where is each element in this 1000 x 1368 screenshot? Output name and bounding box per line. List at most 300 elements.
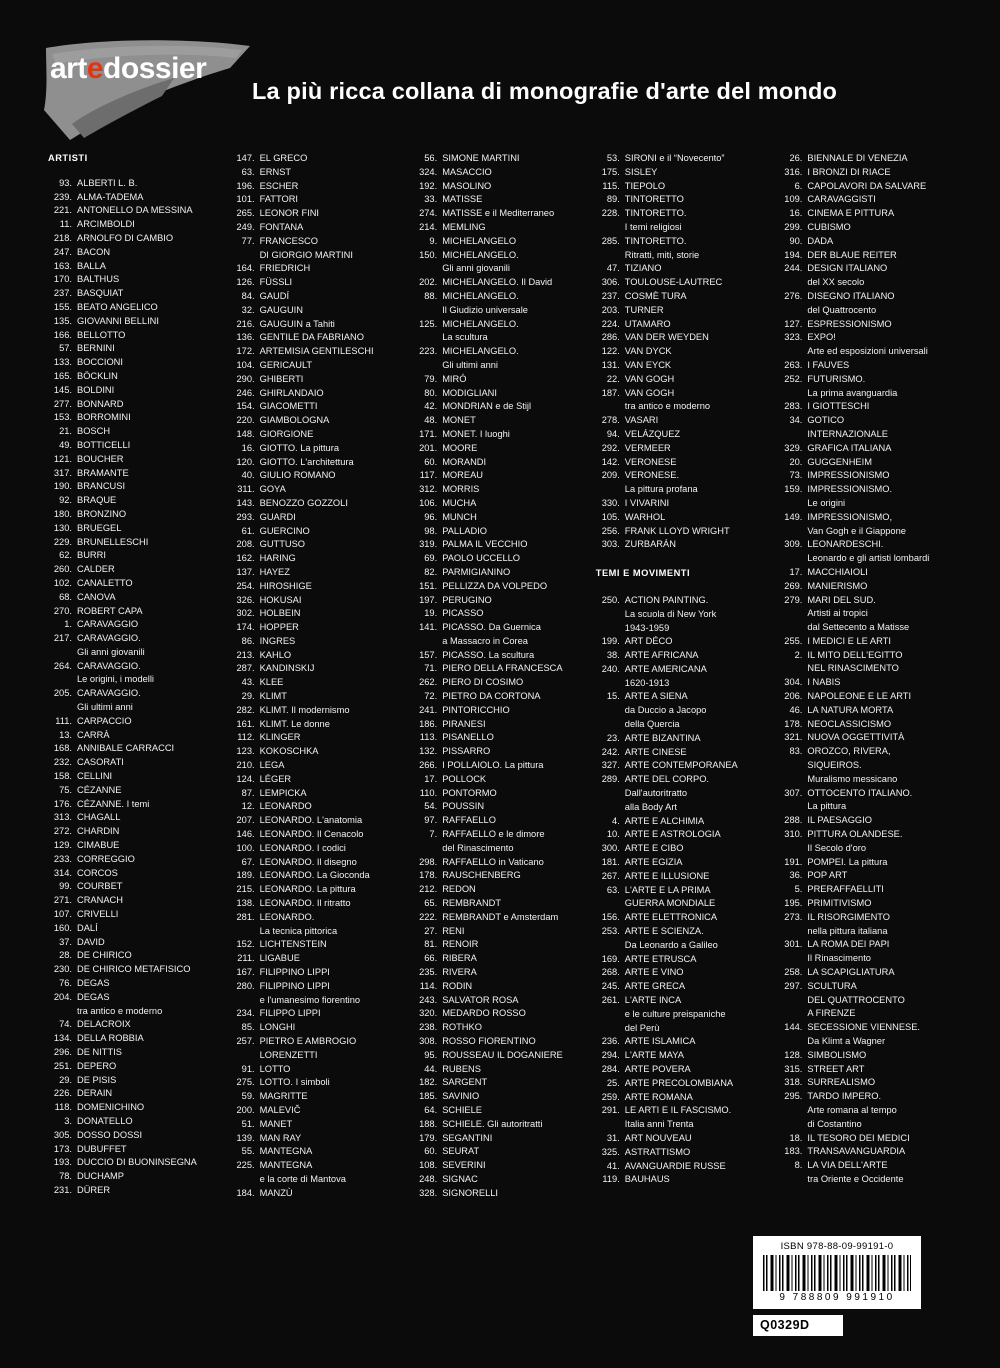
- catalog-entry: [48, 287, 224, 301]
- catalog-entry: [413, 718, 589, 732]
- entry-number: 91.: [241, 1063, 255, 1074]
- catalog-entry: [778, 856, 954, 870]
- entry-number: 122.: [601, 346, 620, 357]
- entry-number: 65.: [424, 898, 438, 909]
- catalog-entry: [778, 373, 954, 387]
- catalog-entry: [778, 911, 954, 925]
- entry-number: 136.: [236, 332, 255, 343]
- entry-title: BÖCKLIN: [77, 370, 118, 381]
- entry-number: 245.: [601, 981, 620, 992]
- catalog-entry: [48, 908, 224, 922]
- entry-title: MICHELANGELO.: [442, 318, 519, 329]
- entry-title: MASOLINO: [442, 180, 492, 191]
- catalog-entry: [596, 469, 772, 483]
- entry-title: ROUSSEAU IL DOGANIERE: [442, 1049, 563, 1060]
- catalog-entry: [48, 825, 224, 839]
- entry-number: 241.: [419, 704, 438, 715]
- entry-number: 296.: [53, 1047, 72, 1057]
- entry-title: CÉZANNE: [77, 784, 122, 795]
- entry-title: MICHELANGELO.: [442, 290, 519, 301]
- entry-title: DI GIORGIO MARTINI: [259, 249, 353, 260]
- entry-number: 48.: [424, 415, 438, 426]
- catalog-entry: [413, 345, 589, 359]
- entry-title: ARTE E SCIENZA.: [624, 926, 704, 937]
- entry-title: IL PAESAGGIO: [807, 815, 872, 826]
- catalog-entry: [413, 414, 589, 428]
- entry-number: 308.: [419, 1036, 438, 1046]
- entry-title: LIGABUE: [259, 953, 300, 964]
- entry-number: 264.: [53, 660, 72, 671]
- entry-number: 119.: [602, 1174, 620, 1185]
- entry-number: [596, 704, 620, 718]
- entry-title: MASACCIO: [442, 166, 492, 177]
- catalog-entry: [413, 497, 589, 511]
- catalog-entry: [231, 359, 407, 373]
- entry-number: 74.: [59, 1019, 72, 1030]
- entry-title: ALMA-TADEMA: [77, 191, 144, 202]
- entry-number: 253.: [601, 926, 620, 937]
- catalog-entry: [778, 704, 954, 718]
- entry-title: tra antico e moderno: [77, 1005, 163, 1016]
- entry-title: MOREAU: [442, 470, 483, 481]
- entry-title: SIMONE MARTINI: [442, 153, 520, 163]
- entry-number: [778, 1173, 802, 1187]
- entry-title: BALLA: [77, 260, 106, 271]
- catalog-entry: [596, 828, 772, 842]
- entry-title: BRAMANTE: [77, 467, 129, 478]
- entry-number: 278.: [601, 415, 620, 426]
- catalog-entry: [778, 442, 954, 456]
- entry-number: 7.: [429, 829, 438, 840]
- entry-title: TURNER: [624, 304, 664, 315]
- entry-title: DADA: [807, 235, 834, 246]
- catalog-entry: [48, 853, 224, 867]
- entry-title: NEOCLASSICISMO: [807, 718, 892, 729]
- entry-number: 36.: [789, 870, 803, 881]
- entry-number: 222.: [419, 911, 438, 922]
- entry-title: RIBERA: [442, 953, 477, 964]
- entry-number: 144.: [784, 1022, 803, 1033]
- entry-title: PALLADIO: [442, 525, 487, 536]
- entry-number: 152.: [236, 939, 255, 950]
- catalog-entry: [778, 400, 954, 414]
- catalog-entry: [413, 773, 589, 787]
- entry-number: 117.: [419, 470, 438, 481]
- entry-continuation: [231, 925, 407, 939]
- entry-title: ANNIBALE CARRACCI: [77, 743, 175, 754]
- page-title: La più ricca collana di monografie d'arte del mondo: [252, 77, 838, 104]
- entry-title: DOMENICHINO: [77, 1102, 145, 1113]
- catalog-entry: [778, 1021, 954, 1035]
- entry-title: DALÍ: [77, 922, 98, 933]
- entry-number: 31.: [606, 1132, 620, 1143]
- catalog-entry: [778, 731, 954, 745]
- catalog-entry: [48, 742, 224, 756]
- entry-title: CRIVELLI: [77, 909, 119, 920]
- entry-title: HOPPER: [259, 622, 299, 633]
- catalog-entry: [413, 166, 589, 180]
- catalog-entry: [231, 538, 407, 552]
- entry-number: 29.: [241, 691, 255, 702]
- section-header: TEMI E MOVIMENTI: [595, 568, 691, 579]
- entry-title: NEL RINASCIMENTO: [807, 663, 899, 674]
- entry-number: 110.: [419, 787, 438, 798]
- entry-number: 247.: [53, 246, 72, 257]
- catalog-entry: [231, 1063, 407, 1077]
- entry-number: 142.: [601, 456, 620, 467]
- entry-number: 124.: [236, 773, 255, 784]
- entry-title: TIEPOLO: [624, 180, 666, 191]
- entry-number: 88.: [424, 290, 438, 301]
- entry-title: MUCHA: [442, 497, 477, 508]
- logo-part2: dossier: [103, 52, 207, 85]
- catalog-entry: [778, 966, 954, 980]
- catalog-entry: [48, 342, 224, 356]
- entry-title: I NABIS: [807, 677, 841, 688]
- entry-number: 42.: [424, 401, 438, 412]
- catalog-entry: [778, 649, 954, 663]
- entry-number: [778, 428, 802, 442]
- entry-title: MANTEGNA: [259, 1160, 313, 1171]
- entry-number: 242.: [601, 746, 620, 757]
- entry-number: [413, 262, 437, 276]
- entry-title: I FAUVES: [807, 359, 850, 370]
- entry-title: VAN DYCK: [624, 346, 672, 357]
- entry-number: 9.: [429, 235, 438, 246]
- entry-number: 60.: [424, 1146, 438, 1157]
- catalog-entry: [596, 594, 772, 608]
- entry-title: SCHIELE: [442, 1104, 482, 1115]
- catalog-entry: [231, 897, 407, 911]
- entry-continuation: [778, 304, 954, 318]
- entry-number: [596, 608, 620, 622]
- entry-title: PALMA IL VECCHIO: [442, 539, 528, 550]
- entry-title: LEONARDO. Il disegno: [259, 856, 357, 867]
- entry-number: 202.: [419, 277, 438, 288]
- entry-title: BRAQUE: [77, 495, 117, 506]
- entry-title: TINTORETTO.: [624, 208, 687, 219]
- entry-number: 263.: [784, 359, 803, 370]
- catalog-entry: [231, 662, 407, 676]
- catalog-entry: [48, 811, 224, 825]
- entry-number: 284.: [601, 1064, 620, 1074]
- entry-title: KANDINSKIJ: [259, 663, 315, 674]
- catalog-entry: [413, 594, 589, 608]
- catalog-entry: [413, 1173, 589, 1187]
- entry-number: [413, 635, 437, 649]
- catalog-entry: [48, 480, 224, 494]
- entry-number: 6.: [794, 180, 803, 191]
- entry-number: 314.: [53, 867, 72, 878]
- entry-title: BERNINI: [77, 343, 115, 354]
- entry-title: LEONARDO. La Gioconda: [259, 870, 370, 881]
- catalog-entry: [596, 870, 772, 884]
- entry-number: [596, 1118, 620, 1132]
- entry-number: 303.: [601, 539, 620, 550]
- entry-title: ZURBARÁN: [624, 539, 676, 550]
- catalog-entry: [413, 235, 589, 249]
- catalog-entry: [413, 828, 589, 842]
- entry-number: 255.: [784, 635, 803, 646]
- entry-title: VAN GOGH: [624, 387, 675, 398]
- entry-number: 249.: [236, 221, 255, 232]
- entry-title: a Massacro in Corea: [442, 635, 528, 646]
- entry-title: ARTE AMERICANA: [624, 663, 707, 674]
- entry-title: GIAMBOLOGNA: [259, 415, 330, 426]
- entry-title: CARAVAGGIO: [77, 619, 139, 630]
- entry-continuation: [48, 646, 224, 660]
- catalog-entry: [231, 456, 407, 470]
- entry-title: ARTE GRECA: [624, 981, 686, 992]
- entry-title: RAFFAELLO: [442, 815, 496, 826]
- entry-number: 38.: [606, 650, 620, 661]
- entry-number: 193.: [53, 1157, 72, 1168]
- entry-number: 165.: [53, 370, 72, 381]
- catalog-entry: [596, 235, 772, 249]
- entry-number: 104.: [236, 359, 255, 370]
- entry-title: MICHELANGELO: [442, 235, 517, 246]
- catalog-entry: [231, 1132, 407, 1146]
- entry-title: ART NOUVEAU: [624, 1132, 692, 1143]
- catalog-entry: [413, 814, 589, 828]
- entry-title: POP ART: [807, 870, 848, 881]
- entry-number: 34.: [789, 415, 803, 426]
- catalog-entry: [596, 966, 772, 980]
- entry-number: [778, 800, 802, 814]
- entry-title: BOUCHER: [77, 453, 124, 464]
- entry-title: PIERO DELLA FRANCESCA: [442, 663, 563, 674]
- entry-number: 159.: [784, 484, 803, 495]
- entry-title: A FIRENZE: [807, 1008, 856, 1019]
- entry-title: LORENZETTI: [259, 1049, 318, 1060]
- catalog-entry: [48, 301, 224, 315]
- entry-continuation: [596, 221, 772, 235]
- catalog-entry: [778, 566, 954, 580]
- entry-number: [778, 276, 802, 290]
- catalog-entry: [413, 400, 589, 414]
- catalog-entry: [413, 193, 589, 207]
- entry-title: DE NITTIS: [77, 1047, 122, 1057]
- catalog-entry: [413, 580, 589, 594]
- entry-number: 90.: [789, 235, 803, 246]
- entry-number: 213.: [236, 649, 255, 660]
- entry-number: 175.: [601, 166, 620, 177]
- isbn-barcode-box: [753, 1236, 921, 1309]
- entry-number: 261.: [601, 995, 620, 1006]
- catalog-entry: [413, 180, 589, 194]
- entry-number: [596, 939, 620, 953]
- catalog-entry: [231, 649, 407, 663]
- entry-number: 248.: [419, 1173, 438, 1184]
- entry-title: LA ROMA DEI PAPI: [807, 939, 890, 950]
- catalog-entry: [778, 235, 954, 249]
- catalog-entry: [231, 1021, 407, 1035]
- entry-title: LEONOR FINI: [259, 208, 319, 219]
- entry-number: 8.: [794, 1160, 803, 1171]
- catalog-entry: [778, 594, 954, 608]
- entry-number: 301.: [784, 939, 803, 950]
- entry-title: KLINGER: [259, 732, 301, 743]
- entry-title: PIERO DI COSIMO: [442, 677, 524, 688]
- entry-title: FRANK LLOYD WRIGHT: [624, 525, 730, 536]
- catalog-entry: [413, 897, 589, 911]
- catalog-entry: [231, 511, 407, 525]
- catalog-entry: [596, 387, 772, 401]
- catalog-entry: [231, 1090, 407, 1104]
- entry-number: 252.: [784, 373, 803, 384]
- entry-title: PRIMITIVISMO: [807, 898, 872, 909]
- catalog-entry: [413, 428, 589, 442]
- entry-number: 63.: [606, 884, 620, 895]
- entry-title: POUSSIN: [442, 801, 485, 812]
- entry-number: 145.: [53, 384, 72, 395]
- catalog-entry: [413, 607, 589, 621]
- catalog-entry: [231, 525, 407, 539]
- catalog-entry: [231, 373, 407, 387]
- catalog-entry: [413, 152, 589, 166]
- entry-number: 324.: [419, 166, 438, 177]
- entry-number: [778, 607, 802, 621]
- catalog-entry: [778, 1076, 954, 1090]
- entry-number: 277.: [53, 398, 72, 409]
- entry-continuation: [778, 607, 954, 621]
- entry-number: 275.: [236, 1077, 255, 1088]
- catalog-entry: [413, 676, 589, 690]
- catalog-entry: [778, 938, 954, 952]
- entry-number: 147.: [236, 153, 255, 163]
- entry-number: 279.: [784, 594, 803, 605]
- catalog-entry: [778, 635, 954, 649]
- entry-continuation: [778, 525, 954, 539]
- entry-number: 82.: [424, 566, 438, 577]
- entry-title: LONGHI: [259, 1022, 296, 1033]
- entry-number: 115.: [602, 180, 620, 191]
- catalog-entry: [778, 483, 954, 497]
- entry-title: SECESSIONE VIENNESE.: [807, 1022, 921, 1033]
- catalog-entry: [778, 718, 954, 732]
- entry-number: 197.: [419, 594, 438, 605]
- entry-title: di Costantino: [807, 1118, 862, 1129]
- catalog-entry: [48, 232, 224, 246]
- catalog-entry: [413, 1132, 589, 1146]
- catalog-entry: [48, 1087, 224, 1101]
- entry-number: 75.: [59, 784, 72, 795]
- catalog-entry: [48, 867, 224, 881]
- entry-continuation: [413, 262, 589, 276]
- catalog-entry: [231, 1035, 407, 1049]
- entry-number: 205.: [53, 688, 72, 699]
- entry-title: PISANELLO: [442, 732, 494, 743]
- entry-continuation: [596, 483, 772, 497]
- entry-title: SISLEY: [624, 166, 658, 177]
- entry-title: LEONARDO. La pittura: [259, 884, 356, 895]
- entry-continuation: [596, 939, 772, 953]
- entry-title: GIOTTO. La pittura: [259, 442, 339, 453]
- entry-number: [778, 552, 802, 566]
- entry-number: [778, 1035, 802, 1049]
- barcode-digits: 9 788809 991910: [779, 1292, 895, 1303]
- entry-title: SALVATOR ROSA: [442, 994, 519, 1005]
- entry-number: 225.: [236, 1160, 255, 1171]
- entry-number: 102.: [53, 577, 72, 588]
- entry-title: CHARDIN: [77, 826, 120, 837]
- catalog-entry: [48, 1170, 224, 1184]
- entry-title: PISSARRO: [442, 746, 491, 757]
- entry-number: 312.: [419, 484, 438, 495]
- entry-continuation: [413, 331, 589, 345]
- entry-title: ERNST: [259, 166, 292, 177]
- catalog-entry: [231, 773, 407, 787]
- entry-number: 309.: [784, 539, 803, 550]
- entry-number: 164.: [236, 263, 255, 274]
- entry-title: e l'umanesimo fiorentino: [259, 994, 361, 1005]
- catalog-entry: [413, 1104, 589, 1118]
- entry-continuation: [596, 897, 772, 911]
- entry-title: Ritratti, miti, storie: [624, 249, 700, 260]
- entry-number: 256.: [601, 525, 620, 536]
- catalog-entry: [48, 260, 224, 274]
- entry-number: 292.: [601, 442, 620, 453]
- entry-number: 3.: [64, 1115, 72, 1126]
- catalog-entry: [231, 400, 407, 414]
- entry-title: DÜRER: [77, 1184, 111, 1195]
- entry-number: 311.: [237, 484, 255, 495]
- entry-title: SARGENT: [442, 1077, 488, 1088]
- entry-number: 150.: [419, 249, 438, 260]
- entry-title: FRIEDRICH: [259, 263, 311, 274]
- entry-number: 77.: [241, 235, 255, 246]
- entry-number: 289.: [601, 774, 620, 785]
- entry-title: LOTTO: [259, 1063, 291, 1074]
- entry-title: ARCIMBOLDI: [77, 219, 135, 230]
- entry-title: ARTE PRECOLOMBIANA: [624, 1077, 734, 1088]
- entry-title: LE ARTI E IL FASCISMO.: [624, 1105, 732, 1116]
- entry-number: 180.: [53, 508, 72, 519]
- entry-number: 138.: [236, 898, 255, 909]
- catalog-entry: [231, 787, 407, 801]
- catalog-entry: [231, 1159, 407, 1173]
- entry-number: 283.: [784, 401, 803, 412]
- entry-title: I temi religiosi: [624, 221, 682, 232]
- catalog-entry: [596, 1173, 772, 1187]
- catalog-entry: [778, 897, 954, 911]
- catalog-entry: [413, 552, 589, 566]
- entry-number: 220.: [236, 415, 255, 426]
- entry-number: 121.: [53, 453, 72, 464]
- entry-number: 4.: [612, 815, 620, 826]
- catalog-entry: [231, 883, 407, 897]
- catalog-entry: [596, 649, 772, 663]
- entry-number: 2.: [794, 649, 803, 660]
- entry-number: 93.: [59, 177, 72, 188]
- entry-number: 179.: [419, 1132, 438, 1143]
- entry-number: 17.: [424, 773, 438, 784]
- entry-title: ARNOLFO DI CAMBIO: [77, 232, 174, 243]
- entry-number: 181.: [601, 857, 620, 868]
- entry-number: 280.: [236, 980, 255, 991]
- catalog-entry: [596, 511, 772, 525]
- catalog-entry: [48, 1115, 224, 1129]
- catalog-entry: [596, 1104, 772, 1118]
- catalog-entry: [596, 373, 772, 387]
- entry-title: VERONESE.: [624, 470, 680, 481]
- entry-title: COURBET: [77, 881, 123, 892]
- entry-title: tra antico e moderno: [624, 401, 711, 412]
- catalog-entry: [48, 204, 224, 218]
- entry-number: 28.: [59, 950, 72, 961]
- entry-number: 168.: [53, 743, 72, 754]
- catalog-entry: [413, 869, 589, 883]
